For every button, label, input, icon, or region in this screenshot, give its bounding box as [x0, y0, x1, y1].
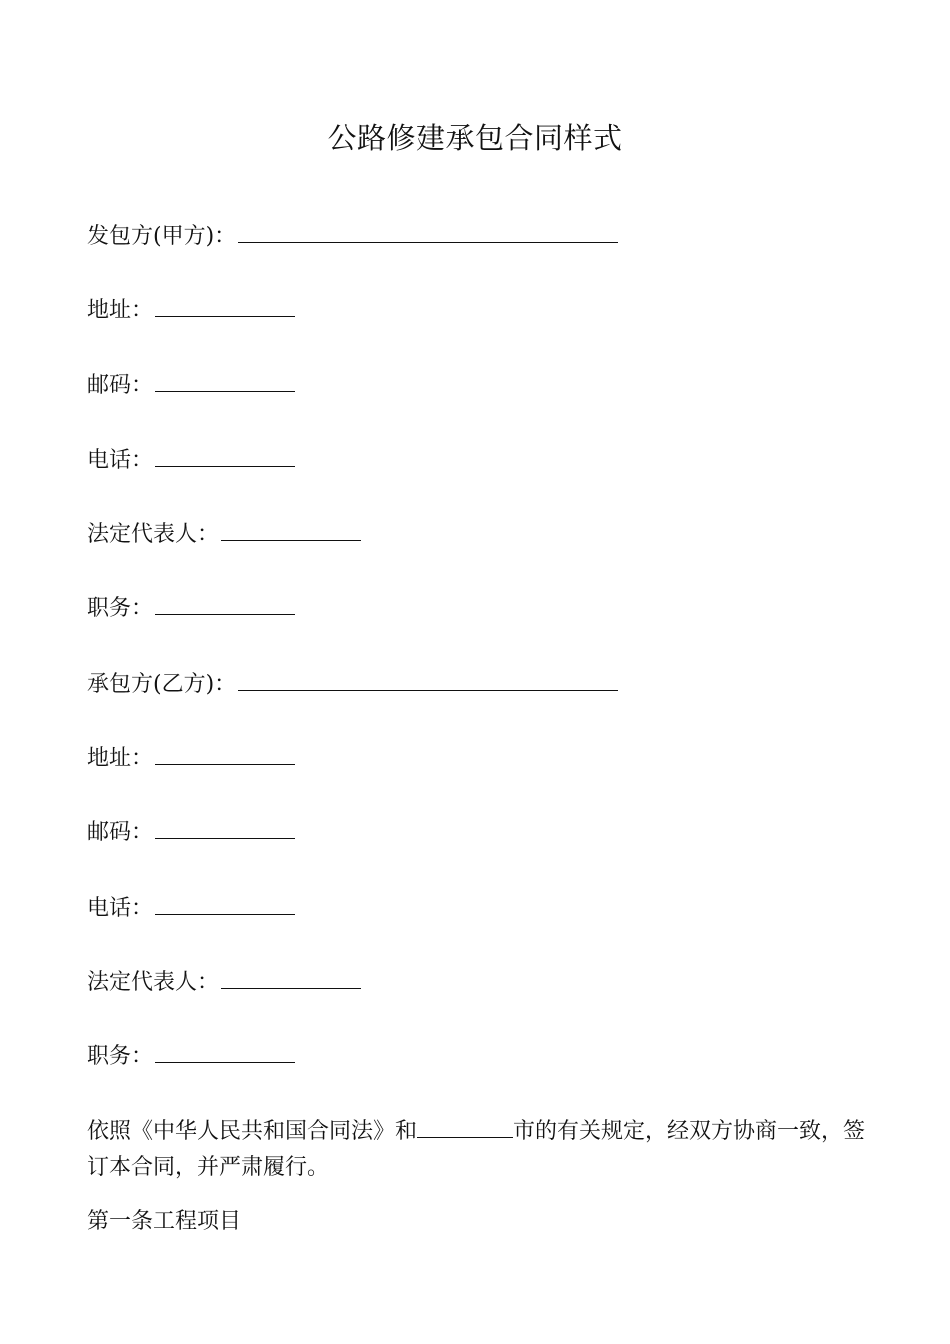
party-b-phone-label: 电话： — [87, 896, 154, 921]
party-a-rep-label: 法定代表人： — [87, 522, 220, 547]
party-a-rep-blank[interactable] — [221, 522, 361, 541]
city-blank[interactable] — [417, 1119, 513, 1138]
party-b-postcode-blank[interactable] — [155, 820, 295, 839]
party-b-address-field — [87, 744, 295, 774]
party-a-name-blank[interactable] — [238, 224, 618, 243]
party-b-position-field — [87, 1042, 295, 1072]
party-b-postcode-field — [87, 818, 295, 848]
party-b-position-label: 职务： — [87, 1044, 154, 1069]
party-a-rep-field — [87, 520, 361, 550]
party-a-address-blank[interactable] — [155, 298, 295, 317]
party-b-rep-field — [87, 968, 361, 998]
party-a-name-label: 发包方(甲方)： — [87, 224, 237, 249]
party-a-phone-field — [87, 446, 295, 476]
party-b-phone-field — [87, 894, 295, 924]
party-a-postcode-field — [87, 371, 295, 401]
party-b-position-blank[interactable] — [155, 1044, 295, 1063]
party-b-name-label: 承包方(乙方)： — [87, 672, 237, 697]
party-b-phone-blank[interactable] — [155, 896, 295, 915]
party-a-name-field — [87, 222, 618, 252]
document-title: 公路修建承包合同样式 — [327, 121, 623, 155]
party-a-phone-blank[interactable] — [155, 448, 295, 467]
party-a-position-label: 职务： — [87, 596, 154, 621]
party-a-address-field — [87, 296, 295, 326]
intro-text-after: 市的有关规定，经双方协商一致，签订本合同，并严肃履行。 — [87, 1119, 866, 1180]
party-b-rep-label: 法定代表人： — [87, 970, 220, 995]
party-a-postcode-blank[interactable] — [155, 373, 295, 392]
intro-paragraph — [87, 1114, 867, 1186]
party-b-rep-blank[interactable] — [221, 970, 361, 989]
party-b-address-label: 地址： — [87, 746, 154, 771]
intro-text-before: 依照《中华人民共和国合同法》和 — [87, 1119, 418, 1144]
party-b-postcode-label: 邮码： — [87, 820, 154, 845]
party-a-postcode-label: 邮码： — [87, 373, 154, 398]
party-b-name-blank[interactable] — [238, 672, 618, 691]
party-a-address-label: 地址： — [87, 298, 154, 323]
article-1-heading: 第一条工程项目 — [87, 1209, 242, 1234]
party-a-position-field — [87, 594, 295, 624]
party-b-name-field — [87, 670, 618, 700]
party-a-position-blank[interactable] — [155, 596, 295, 615]
party-a-phone-label: 电话： — [87, 448, 154, 473]
party-b-address-blank[interactable] — [155, 746, 295, 765]
